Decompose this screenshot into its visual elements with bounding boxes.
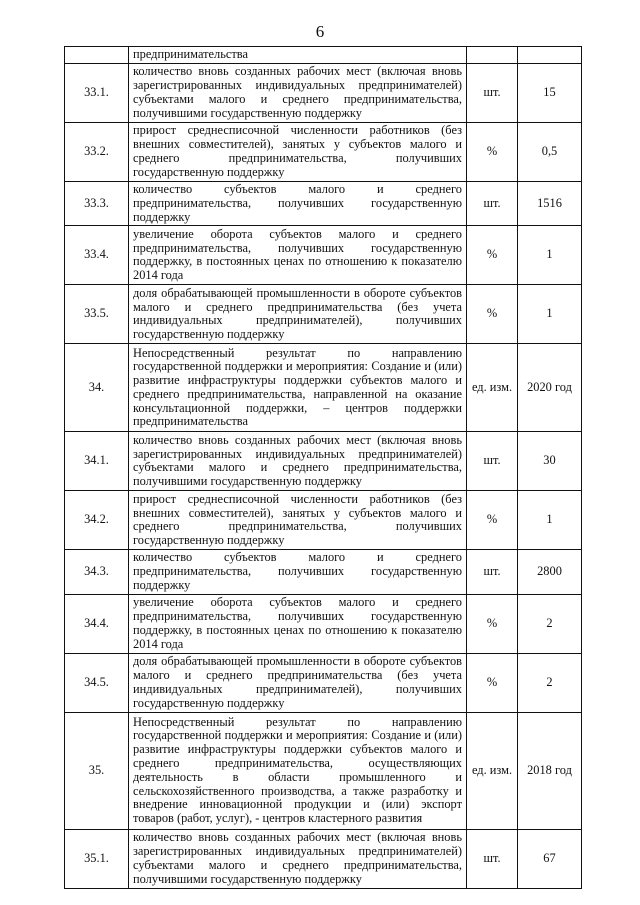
table-row xyxy=(65,285,582,344)
row-unit xyxy=(467,47,518,64)
row-description: количество вновь созданных рабочих мест (включая вновь зарегистрированных индивидуальных предпринимателей) субъектами малого и среднего предпринимательства, получившими государственную поддержку xyxy=(129,64,467,123)
table-row xyxy=(65,829,582,888)
row-unit: ед. изм. xyxy=(467,344,518,432)
row-value: 2020 год xyxy=(518,344,582,432)
row-description: количество вновь созданных рабочих мест (включая вновь зарегистрированных индивидуальных предпринимателей) субъектами малого и среднего предпринимательства, получившими государственную поддержку xyxy=(129,829,467,888)
row-unit: % xyxy=(467,594,518,653)
row-description: предпринимательства xyxy=(129,47,467,64)
row-unit: ед. изм. xyxy=(467,712,518,829)
table-row xyxy=(65,344,582,432)
table-row xyxy=(65,64,582,123)
row-number xyxy=(65,47,129,64)
row-value: 2018 год xyxy=(518,712,582,829)
row-unit: % xyxy=(467,491,518,550)
row-description: увеличение оборота субъектов малого и среднего предпринимательства, получивших государственную поддержку, в постоянных ценах по отношению к показателю 2014 года xyxy=(129,226,467,285)
row-unit: шт. xyxy=(467,432,518,491)
row-value: 2 xyxy=(518,594,582,653)
row-unit: шт. xyxy=(467,829,518,888)
row-description: Непосредственный результат по направлению государственной поддержки и мероприятия: Создание и (или) развитие инфраструктуры поддержки субъектов малого и среднего предпринимательства, осуществляющих деятельность в области промышленного и сельскохозяйственного производства, а также разработку и внедрение инновационной продукции и (или) экспорт товаров (работ, услуг), - центров кластерного развития xyxy=(129,712,467,829)
table-row xyxy=(65,182,582,226)
row-unit: % xyxy=(467,226,518,285)
table-row xyxy=(65,653,582,712)
row-number: 35.1. xyxy=(65,829,129,888)
row-value xyxy=(518,47,582,64)
table-row xyxy=(65,712,582,829)
row-number: 33.2. xyxy=(65,123,129,182)
row-number: 34.5. xyxy=(65,653,129,712)
row-value: 2 xyxy=(518,653,582,712)
row-value: 30 xyxy=(518,432,582,491)
row-number: 33.3. xyxy=(65,182,129,226)
row-description: доля обрабатывающей промышленности в обороте субъектов малого и среднего предпринимательства (без учета индивидуальных предпринимателей), получивших государственную поддержку xyxy=(129,653,467,712)
row-number: 33.4. xyxy=(65,226,129,285)
table-row xyxy=(65,594,582,653)
row-description: доля обрабатывающей промышленности в обороте субъектов малого и среднего предпринимательства (без учета индивидуальных предпринимателей), получивших государственную поддержку xyxy=(129,285,467,344)
table-row xyxy=(65,226,582,285)
row-value: 15 xyxy=(518,64,582,123)
row-unit: % xyxy=(467,285,518,344)
row-description: количество вновь созданных рабочих мест (включая вновь зарегистрированных индивидуальных предпринимателей) субъектами малого и среднего предпринимательства, получившими государственную поддержку xyxy=(129,432,467,491)
table-row xyxy=(65,432,582,491)
row-unit: % xyxy=(467,653,518,712)
row-number: 35. xyxy=(65,712,129,829)
row-number: 34.1. xyxy=(65,432,129,491)
row-number: 33.5. xyxy=(65,285,129,344)
indicators-table xyxy=(64,46,582,889)
row-value: 67 xyxy=(518,829,582,888)
row-description: количество субъектов малого и среднего предпринимательства, получивших государственную поддержку xyxy=(129,550,467,594)
row-value: 1 xyxy=(518,491,582,550)
table-row xyxy=(65,491,582,550)
table-row xyxy=(65,123,582,182)
row-number: 34.3. xyxy=(65,550,129,594)
row-description: увеличение оборота субъектов малого и среднего предпринимательства, получивших государственную поддержку, в постоянных ценах по отношению к показателю 2014 года xyxy=(129,594,467,653)
row-unit: шт. xyxy=(467,550,518,594)
row-description: количество субъектов малого и среднего предпринимательства, получивших государственную поддержку xyxy=(129,182,467,226)
row-value: 1 xyxy=(518,226,582,285)
row-number: 34. xyxy=(65,344,129,432)
row-unit: % xyxy=(467,123,518,182)
row-value: 1516 xyxy=(518,182,582,226)
row-description: прирост среднесписочной численности работников (без внешних совместителей), занятых у субъектов малого и среднего предпринимательства, получивших государственную поддержку xyxy=(129,123,467,182)
row-number: 34.4. xyxy=(65,594,129,653)
row-number: 34.2. xyxy=(65,491,129,550)
row-value: 2800 xyxy=(518,550,582,594)
row-unit: шт. xyxy=(467,182,518,226)
row-description: Непосредственный результат по направлению государственной поддержки и мероприятия: Создание и (или) развитие инфраструктуры поддержки субъектов малого и среднего предпринимательства, направленной на оказание консультационной поддержки, – центров поддержки предпринимательства xyxy=(129,344,467,432)
row-description: прирост среднесписочной численности работников (без внешних совместителей), занятых у субъектов малого и среднего предпринимательства, получивших государственную поддержку xyxy=(129,491,467,550)
row-number: 33.1. xyxy=(65,64,129,123)
row-value: 0,5 xyxy=(518,123,582,182)
row-value: 1 xyxy=(518,285,582,344)
page-number: 6 xyxy=(315,22,325,41)
row-unit: шт. xyxy=(467,64,518,123)
table-row xyxy=(65,47,582,64)
table-row xyxy=(65,550,582,594)
